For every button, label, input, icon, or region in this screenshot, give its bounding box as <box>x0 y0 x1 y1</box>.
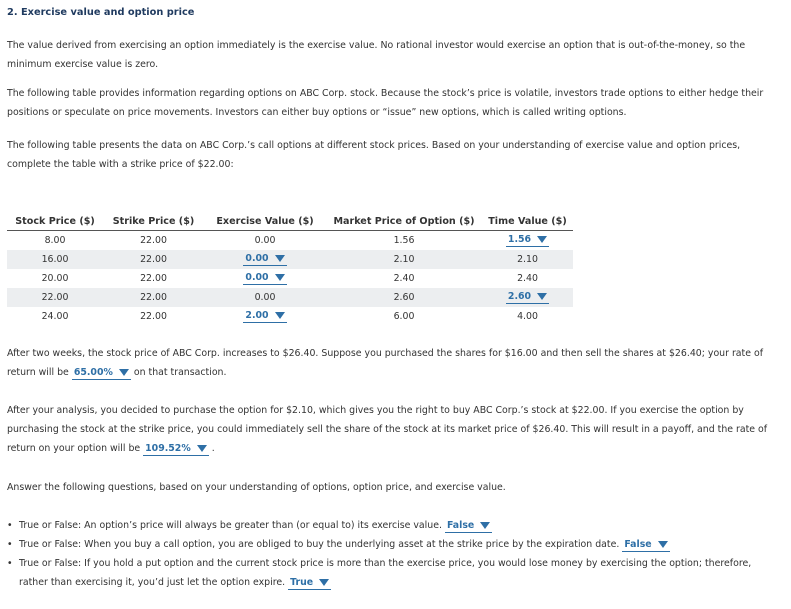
cell-strike: 22.00 <box>103 288 204 307</box>
cell-market: 2.10 <box>326 250 482 269</box>
dropdown-value: 109.52% <box>145 443 191 454</box>
cell-stock: 24.00 <box>41 311 69 322</box>
header-market-price: Market Price of Option ($) <box>326 212 482 231</box>
stock-return-paragraph <box>7 344 777 382</box>
dropdown-value: 0.00 <box>245 253 269 264</box>
section-heading: 2. Exercise value and option price <box>7 7 195 18</box>
question-text: True or False: An option’s price will always be greater than (or equal to) its exercise value. <box>19 520 442 531</box>
cell-market: 2.60 <box>326 288 482 307</box>
true-false-question <box>7 516 777 535</box>
chevron-down-icon <box>119 369 129 376</box>
table-row <box>7 307 573 326</box>
stock-return-suffix: on that transaction. <box>133 367 227 378</box>
question-text: True or False: When you buy a call option, you are obliged to buy the underlying asset at the strike price by the expiration date. <box>19 539 620 550</box>
context-paragraph: The following table provides information regarding options on ABC Corp. stock. Because the stock’s price is volatile, investors trade options to either hedge their positions or speculate on price movements. Investors can either buy options or “issue” new options, which is called writing options. <box>7 88 764 118</box>
table-header-row <box>7 212 573 231</box>
intro-paragraph: The value derived from exercising an option immediately is the exercise value. No rational investor would exercise an option that is out-of-the-money, so the minimum exercise value is zero. <box>7 40 746 70</box>
cell-time <box>482 288 573 307</box>
cell-time: 4.00 <box>517 311 538 322</box>
cell-stock: 20.00 <box>41 273 69 284</box>
time-value-dropdown[interactable] <box>506 234 549 247</box>
true-false-dropdown[interactable] <box>622 539 669 552</box>
chevron-down-icon <box>537 293 547 300</box>
table-row <box>7 288 573 307</box>
dropdown-value: False <box>624 539 652 550</box>
true-false-question <box>7 554 777 592</box>
chevron-down-icon <box>480 522 490 529</box>
bullet-icon: • <box>7 539 13 550</box>
chevron-down-icon <box>275 255 285 262</box>
chevron-down-icon <box>319 579 329 586</box>
dropdown-value: 1.56 <box>507 234 532 245</box>
cell-strike: 22.00 <box>140 235 167 246</box>
header-time-value: Time Value ($) <box>482 212 573 231</box>
chevron-down-icon <box>658 541 668 548</box>
time-value-dropdown[interactable] <box>506 291 549 304</box>
stock-return-dropdown[interactable] <box>72 367 131 380</box>
cell-exercise <box>204 307 326 326</box>
cell-market: 6.00 <box>393 311 415 322</box>
dropdown-value: 2.60 <box>507 291 532 302</box>
cell-market: 1.56 <box>393 235 415 246</box>
exercise-value-dropdown[interactable] <box>243 272 286 285</box>
chevron-down-icon <box>275 312 285 319</box>
option-return-suffix: . <box>211 443 215 454</box>
header-exercise-value: Exercise Value ($) <box>204 212 326 231</box>
table-row <box>7 231 573 251</box>
stock-return-text: After two weeks, the stock price of ABC Corp. increases to $26.40. Suppose you purchased the shares for $16.00 and then sell the shares at $26.40; your rate of return will be <box>7 348 764 378</box>
cell-exercise <box>204 250 326 269</box>
cell-time: 2.10 <box>482 250 573 269</box>
cell-strike: 22.00 <box>103 250 204 269</box>
true-false-question <box>7 535 777 554</box>
header-stock-price: Stock Price ($) <box>7 212 103 231</box>
options-table <box>7 212 573 326</box>
cell-exercise <box>204 269 326 288</box>
chevron-down-icon <box>197 445 207 452</box>
cell-exercise: 0.00 <box>204 288 326 307</box>
chevron-down-icon <box>275 274 285 281</box>
cell-strike: 22.00 <box>140 273 167 284</box>
option-return-text: After your analysis, you decided to purchase the option for $2.10, which gives you the right to buy ABC Corp.’s stock at $22.00. If you exercise the option by purchasing the stock at the strike price, you could immediately sell the share of the stock at its market price of $26.40. This will result in a payoff, and the rate of return on your option will be <box>7 405 768 454</box>
cell-stock: 22.00 <box>7 288 103 307</box>
cell-stock: 16.00 <box>7 250 103 269</box>
exercise-value-dropdown[interactable] <box>243 253 286 266</box>
bullet-icon: • <box>7 520 13 531</box>
option-return-paragraph <box>7 401 777 458</box>
header-strike-price: Strike Price ($) <box>103 212 204 231</box>
dropdown-value: True <box>290 577 314 588</box>
table-row <box>7 250 573 269</box>
table-row <box>7 269 573 288</box>
cell-time: 2.40 <box>517 273 538 284</box>
true-false-dropdown[interactable] <box>288 577 331 590</box>
table-instructions: The following table presents the data on ABC Corp.’s call options at different stock prices. Based on your understanding of exercise value and option prices, complete the table with a strike price of $22.00: <box>7 140 741 170</box>
cell-market: 2.40 <box>393 273 415 284</box>
dropdown-value: 2.00 <box>245 310 269 321</box>
true-false-dropdown[interactable] <box>445 520 492 533</box>
cell-exercise: 0.00 <box>254 235 276 246</box>
bullet-icon: • <box>7 558 13 569</box>
question-text: True or False: If you hold a put option and the current stock price is more than the exercise price, you would lose money by exercising the option; therefore, rather than exercising it, you’d just let the option expire. <box>19 558 752 588</box>
option-return-dropdown[interactable] <box>143 443 209 456</box>
chevron-down-icon <box>537 236 547 243</box>
dropdown-value: 65.00% <box>73 367 113 378</box>
exercise-value-dropdown[interactable] <box>243 310 286 323</box>
cell-time <box>482 231 573 251</box>
cell-stock: 8.00 <box>44 235 66 246</box>
cell-strike: 22.00 <box>140 311 167 322</box>
dropdown-value: False <box>446 520 475 531</box>
questions-intro: Answer the following questions, based on your understanding of options, option price, and exercise value. <box>7 482 506 493</box>
dropdown-value: 0.00 <box>245 272 269 283</box>
